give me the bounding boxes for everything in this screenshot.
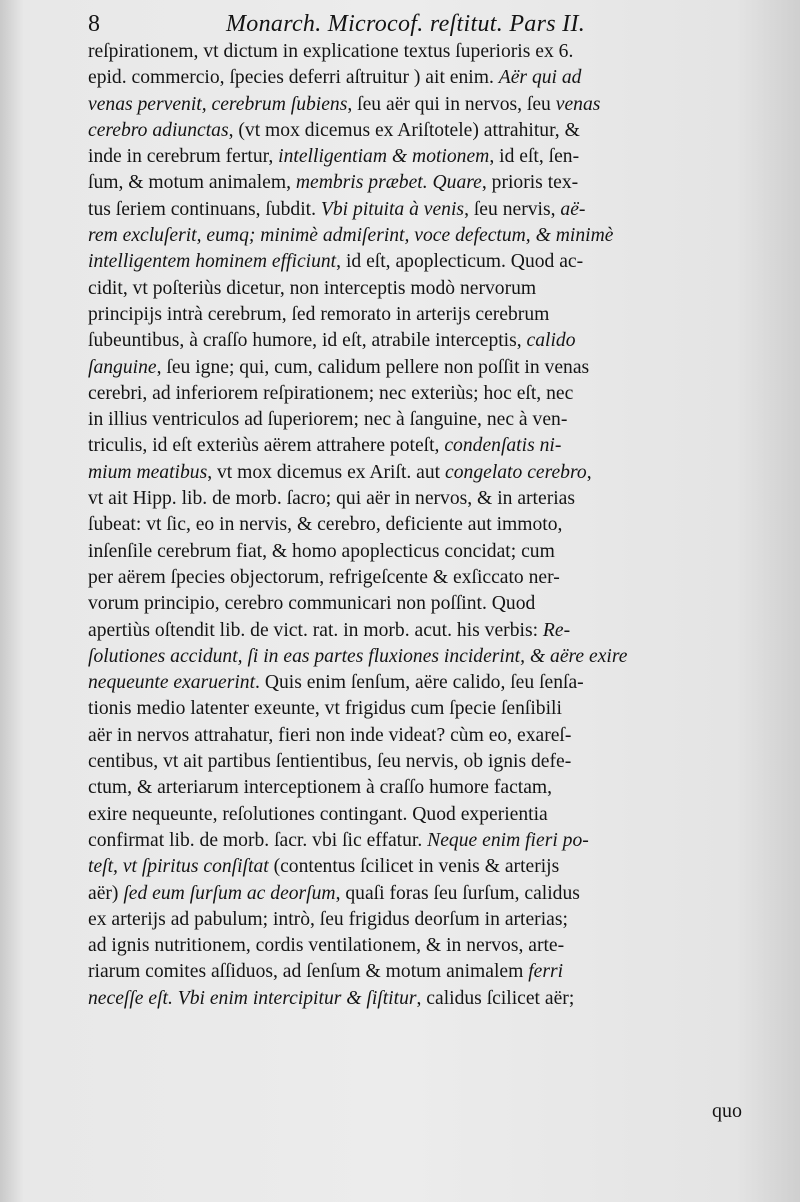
roman-text: epid. commercio, ſpecies deferri aſtruitur ) ait enim.: [88, 67, 499, 89]
roman-text: ex arterijs ad pabulum; intrò, ſeu frigidus deorſum in arterias;: [88, 908, 568, 930]
roman-text: cerebri, ad inferiorem reſpirationem; nec exteriùs; hoc eſt, nec: [88, 382, 574, 404]
roman-text: apertiùs oſtendit lib. de vict. rat. in morb. acut. his verbis:: [88, 619, 543, 641]
roman-text: vt ait Hipp. lib. de morb. ſacro; qui aër in nervos, & in arterias: [88, 488, 575, 510]
roman-text: tus ſeriem continuans, ſubdit.: [88, 198, 321, 220]
roman-text: (contentus ſcilicet in venis & arterijs: [268, 856, 560, 878]
text-line: [88, 39, 736, 65]
roman-text: , ſeu aër qui in nervos, ſeu: [347, 93, 556, 115]
italic-text: mium meatibus: [88, 461, 208, 483]
italic-text: intelligentiam & motionem: [278, 146, 490, 168]
roman-text: , ſeu nervis,: [464, 198, 561, 220]
text-line: [88, 907, 736, 933]
roman-text: inſenſile cerebrum fiat, & homo apoplecticus concidat; cum: [88, 540, 555, 562]
roman-text: triculis, id eſt exteriùs aërem attrahere poteſt,: [88, 435, 445, 457]
italic-text: Vbi pituita à venis: [320, 198, 465, 220]
text-line: [88, 644, 736, 670]
roman-text: confirmat lib. de morb. ſacr. vbi ſic effatur.: [88, 829, 428, 851]
text-line: [88, 749, 736, 775]
roman-text: ad ignis nutritionem, cordis ventilationem, & in nervos, arte-: [88, 935, 565, 957]
text-line: [88, 959, 736, 985]
text-line: [88, 118, 736, 144]
roman-text: per aërem ſpecies objectorum, refrigeſcente & exſiccato ner-: [88, 566, 560, 588]
text-line: [88, 591, 736, 617]
roman-text: riarum comites aſſiduos, ad ſenſum & motum animalem: [88, 961, 529, 983]
roman-text: , quaſi foras ſeu ſurſum, calidus: [335, 882, 580, 904]
italic-text: Aër qui ad: [498, 67, 582, 89]
text-line: [88, 512, 736, 538]
text-line: [88, 670, 736, 696]
italic-text: membris præbet. Quare: [295, 172, 482, 194]
roman-text: cidit, vt poſteriùs dicetur, non interceptis modò nervorum: [88, 277, 537, 299]
italic-text: rem excluſerit, eumq; minimè admiſerint, voce defectum, & minimè: [88, 225, 614, 247]
roman-text: , id eſt, ſen-: [489, 146, 580, 168]
text-line: [88, 223, 736, 249]
text-line: [88, 881, 736, 907]
italic-text: Re-: [542, 619, 571, 641]
roman-text: reſpirationem, vt dictum in explicatione textus ſuperioris ex 6.: [88, 41, 574, 62]
italic-text: congelato cerebro: [445, 461, 587, 483]
text-line: [88, 381, 736, 407]
roman-text: inde in cerebrum fertur,: [88, 146, 279, 168]
body-text: [88, 39, 736, 1012]
text-line: [88, 460, 736, 486]
italic-text: cerebro adiunctas: [88, 119, 229, 141]
roman-text: tionis medio latenter exeunte, vt frigidus cum ſpecie ſenſibili: [88, 698, 562, 720]
text-line: [88, 986, 736, 1012]
text-line: [88, 933, 736, 959]
roman-text: ctum, & arteriarum interceptionem à craſſo humore factam,: [88, 777, 553, 799]
text-line: [88, 65, 736, 91]
italic-text: intelligentem hominem efficiunt: [88, 251, 337, 273]
text-line: [88, 197, 736, 223]
italic-text: teſt, vt ſpiritus conſiſtat: [88, 856, 269, 878]
roman-text: , calidus ſcilicet aër;: [416, 987, 575, 1009]
text-line: [88, 802, 736, 828]
running-title: Monarch. Microcof. reſtitut. Pars II.: [226, 11, 586, 37]
roman-text: ſubeuntibus, à craſſo humore, id eſt, atrabile interceptis,: [88, 330, 527, 352]
roman-text: exire nequeunte, reſolutiones contingant. Quod experientia: [88, 803, 548, 825]
text-line: [88, 407, 736, 433]
roman-text: ſubeat: vt ſic, eo in nervis, & cerebro, deficiente aut immoto,: [88, 514, 563, 536]
text-line: [88, 618, 736, 644]
italic-text: venas pervenit, cerebrum ſubiens: [88, 93, 348, 115]
roman-text: , ſeu igne; qui, cum, calidum pellere non poſſit in venas: [156, 356, 590, 378]
catchword: quo: [712, 1100, 742, 1122]
text-line: [88, 302, 736, 328]
page-number: 8: [88, 11, 100, 37]
text-line: [88, 828, 736, 854]
italic-text: ferri: [528, 961, 564, 983]
italic-text: Neque enim fieri po-: [427, 829, 589, 851]
page-header: [88, 6, 728, 42]
italic-text: ſanguine: [88, 356, 157, 378]
italic-text: neceſſe eſt. Vbi enim intercipitur & ſiſtitur: [88, 987, 417, 1009]
roman-text: aër): [88, 882, 124, 904]
text-line: [88, 144, 736, 170]
text-line: [88, 723, 736, 749]
roman-text: . Quis enim ſenſum, aëre calido, ſeu ſenſa-: [255, 672, 584, 694]
text-line: [88, 433, 736, 459]
roman-text: principijs intrà cerebrum, ſed remorato in arterijs cerebrum: [88, 303, 550, 325]
text-line: [88, 539, 736, 565]
italic-text: condenſatis ni-: [444, 435, 562, 457]
roman-text: ſum, & motum animalem,: [88, 172, 296, 194]
text-line: [88, 565, 736, 591]
italic-text: ſed eum ſurſum ac deorſum: [123, 882, 336, 904]
roman-text: in illius ventriculos ad ſuperiorem; nec à ſanguine, nec à ven-: [88, 409, 568, 431]
italic-text: nequeunte exaruerint: [88, 672, 256, 694]
text-line: [88, 276, 736, 302]
italic-text: ſolutiones accidunt, ſi in eas partes fluxiones inciderint, & aëre exire: [88, 645, 628, 667]
italic-text: aë-: [560, 198, 586, 220]
text-line: [88, 355, 736, 381]
italic-text: calido: [526, 330, 576, 352]
roman-text: , prioris tex-: [481, 172, 579, 194]
italic-text: venas: [555, 93, 601, 115]
roman-text: , (vt mox dicemus ex Ariſtotele) attrahitur, &: [228, 119, 580, 141]
roman-text: ,: [586, 461, 592, 483]
roman-text: aër in nervos attrahatur, fieri non inde videat? cùm eo, exareſ-: [88, 724, 572, 746]
text-line: [88, 854, 736, 880]
text-line: [88, 696, 736, 722]
text-line: [88, 775, 736, 801]
roman-text: centibus, vt ait partibus ſentientibus, ſeu nervis, ob ignis defe-: [88, 751, 572, 773]
text-line: [88, 170, 736, 196]
roman-text: , vt mox dicemus ex Ariſt. aut: [207, 461, 446, 483]
roman-text: vorum principio, cerebro communicari non poſſint. Quod: [88, 593, 536, 615]
text-line: [88, 92, 736, 118]
roman-text: , id eſt, apoplecticum. Quod ac-: [336, 251, 584, 273]
text-line: [88, 249, 736, 275]
text-line: [88, 328, 736, 354]
text-line: [88, 486, 736, 512]
